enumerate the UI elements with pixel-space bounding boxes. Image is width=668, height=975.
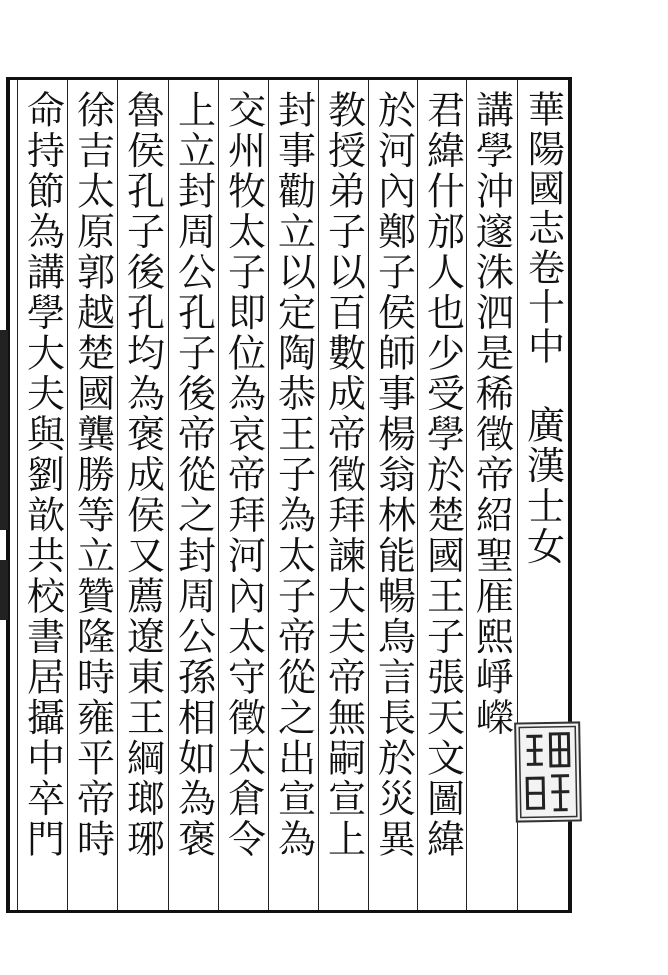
binding-mark [0,560,8,620]
column-text: 君緯什邡人也少受學於楚國王子張天文圖緯 [420,90,465,860]
text-column [218,80,268,910]
column-text: 徐吉太原郭越楚國龔勝等立贊隆時雍平帝時 [70,90,115,860]
chapter-subtitle: 廣漢士女 [520,404,565,567]
column-text: 於河內鄭子侯師事楊翁林能暢鳥言長於災異 [371,90,416,860]
text-column [368,80,418,910]
text-column [318,80,368,910]
column-text: 交州牧太子即位為哀帝拜河內太守徵太倉令 [221,90,266,860]
column-text: 上立封周公孔子後帝從之封周公孫相如為褒 [171,90,216,860]
chapter-title: 華陽國志卷十中 [521,90,565,367]
text-column [117,80,167,910]
text-column [67,80,117,910]
column-text: 教授弟子以百數成帝徵拜諫大夫帝無嗣宣上 [321,90,366,860]
text-column [17,80,67,910]
text-column [268,80,318,910]
seal-stamp-icon [514,721,582,822]
text-column [168,80,218,910]
column-text: 魯侯孔子後孔均為褒成侯又薦遼東王綱瑯琊 [120,90,165,860]
column-text: 講學沖邃洙泗是稀徵帝紹聖㕍熙崢嶸 [469,90,514,738]
binding-mark [0,330,8,530]
column-text: 封事勸立以定陶恭王子為太子帝從之出宣為 [271,90,316,860]
text-column [466,80,516,910]
text-column [417,80,467,910]
column-text: 命持節為講學大夫與劉歆共校書居攝中卒門 [20,90,65,860]
